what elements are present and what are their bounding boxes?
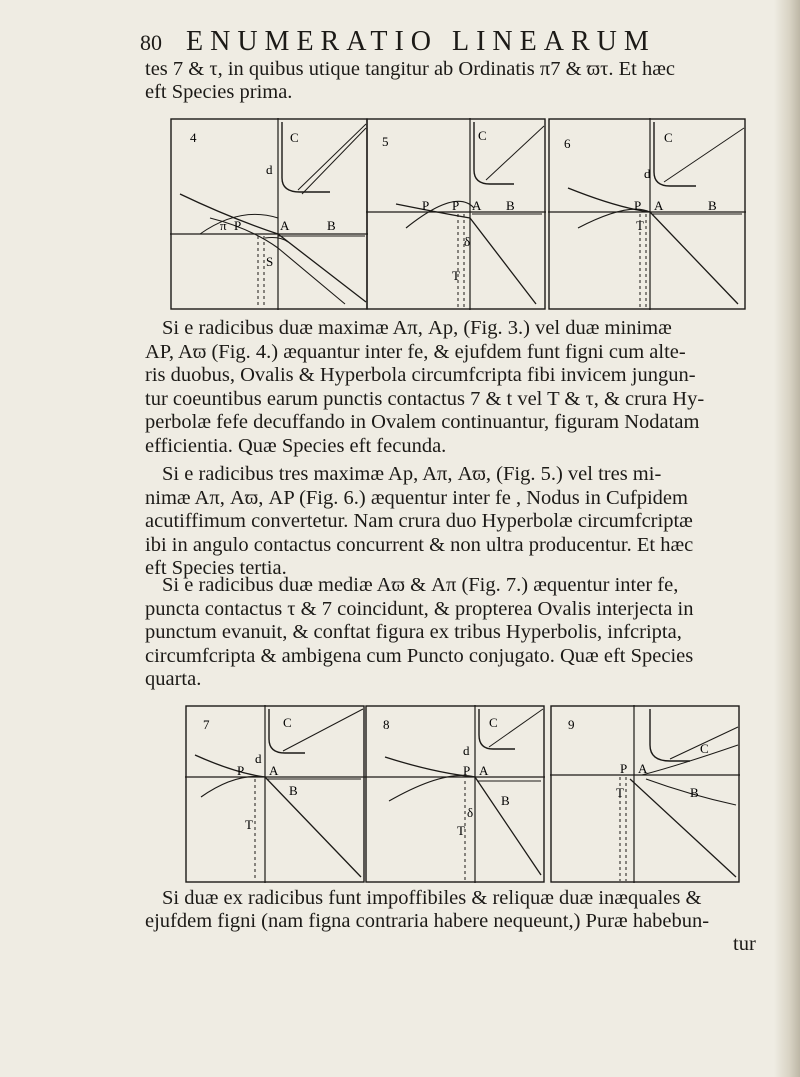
- text-line: ris duobus, Ovalis & Hyperbola circumfcripta fibi invicem jungun-: [145, 364, 696, 387]
- svg-text:C: C: [478, 128, 487, 143]
- text-line: ibi in angulo contactus concurrent & non ultra producentur. Et hæc: [145, 533, 694, 556]
- svg-text:B: B: [327, 218, 336, 233]
- svg-text:A: A: [269, 763, 279, 778]
- text-line: perbolæ fefe decuffando in Ovalem continuantur, figuram Nodatam: [145, 411, 700, 434]
- svg-text:T: T: [616, 785, 624, 800]
- text-line: AP, Aϖ (Fig. 4.) æquantur inter fe, & ejufdem funt figni cum alte-: [145, 340, 686, 363]
- svg-text:T: T: [636, 218, 644, 233]
- svg-text:S: S: [266, 254, 274, 269]
- svg-text:B: B: [506, 198, 515, 213]
- svg-text:C: C: [664, 130, 673, 145]
- text-line: Si e radicibus duæ mediæ Aϖ & Aπ (Fig. 7.) æquentur inter fe,: [162, 574, 679, 596]
- svg-text:B: B: [501, 793, 510, 808]
- svg-text:π: π: [220, 218, 227, 233]
- running-header: [140, 26, 740, 58]
- text-line: circumfcripta & ambigena cum Puncto conjugato. Quæ eft Species: [145, 644, 694, 667]
- svg-text:C: C: [290, 130, 299, 145]
- text-line: puncta contactus τ & 7 coincidunt, & propterea Ovalis interjecta in: [145, 597, 694, 620]
- figure-5-number: 5: [382, 134, 389, 149]
- text-line: nimæ Aπ, Aϖ, AP (Fig. 6.) æquentur inter fe , Nodus in Cufpidem: [145, 486, 688, 509]
- svg-text:T: T: [452, 268, 460, 283]
- svg-text:P: P: [452, 198, 460, 213]
- figure-7: [185, 705, 365, 883]
- svg-text:d: d: [255, 751, 262, 766]
- svg-text:P: P: [463, 763, 471, 778]
- svg-text:T: T: [245, 817, 253, 832]
- svg-text:A: A: [479, 763, 489, 778]
- svg-text:P: P: [634, 198, 642, 213]
- figure-4: [170, 118, 368, 310]
- figure-8: [365, 705, 545, 883]
- text-line: ejufdem figni (nam figna contraria habere nequeunt,) Puræ habebun-: [145, 910, 710, 932]
- svg-text:P: P: [422, 198, 430, 213]
- text-line: acutiffimum convertetur. Nam crura duo Hyperbolæ circumfcriptæ: [145, 510, 693, 533]
- svg-text:P: P: [234, 218, 242, 233]
- svg-text:T: T: [457, 823, 465, 838]
- text-line: Si e radicibus tres maximæ Ap, Aπ, Aϖ, (Fig. 5.) vel tres mi-: [162, 463, 662, 485]
- svg-text:A: A: [654, 198, 664, 213]
- figure-8-number: 8: [383, 717, 390, 732]
- figure-4-number: 4: [190, 130, 197, 145]
- svg-text:C: C: [489, 715, 498, 730]
- svg-text:A: A: [472, 198, 482, 213]
- svg-text:δ: δ: [464, 234, 471, 249]
- svg-text:P: P: [620, 761, 628, 776]
- page-number: 80: [140, 30, 162, 55]
- svg-text:δ: δ: [467, 805, 474, 820]
- figure-6-number: 6: [564, 136, 571, 151]
- text-line: Si e radicibus duæ maximæ Aπ, Ap, (Fig. 3.) vel duæ minimæ: [162, 317, 672, 339]
- text-line: Si duæ ex radicibus funt impoffibiles & reliquæ duæ inæquales &: [162, 887, 702, 909]
- svg-text:d: d: [644, 166, 651, 181]
- page-edge-shadow: [774, 0, 800, 1077]
- figure-6: [548, 118, 746, 310]
- svg-text:B: B: [690, 785, 699, 800]
- svg-text:A: A: [280, 218, 290, 233]
- svg-text:B: B: [289, 783, 298, 798]
- text-line: efficientia. Quæ Species eft fecunda.: [145, 435, 447, 457]
- text-line: quarta.: [145, 668, 202, 691]
- text-line: punctum evanuit, & conftat figura ex tribus Hyperbolis, infcripta,: [145, 621, 682, 644]
- running-title: ENUMERATIO LINEARUM: [186, 26, 656, 57]
- text-line: eft Species tertia.: [145, 557, 287, 580]
- svg-text:d: d: [463, 743, 470, 758]
- text-line: eft Species prima.: [145, 81, 293, 103]
- figure-9-number: 9: [568, 717, 575, 732]
- catchword: tur: [733, 933, 756, 955]
- svg-text:B: B: [708, 198, 717, 213]
- svg-text:A: A: [638, 761, 648, 776]
- svg-text:d: d: [266, 162, 273, 177]
- figure-5: [366, 118, 546, 310]
- figure-9: [550, 705, 740, 883]
- svg-text:C: C: [700, 741, 709, 756]
- svg-text:C: C: [283, 715, 292, 730]
- text-line: tes 7 & τ, in quibus utique tangitur ab Ordinatis π7 & ϖτ. Et hæc: [145, 58, 675, 80]
- svg-text:P: P: [237, 763, 245, 778]
- text-line: tur coeuntibus earum punctis contactus 7 & t vel T & τ, & crura Hy-: [145, 387, 705, 410]
- figure-7-number: 7: [203, 717, 210, 732]
